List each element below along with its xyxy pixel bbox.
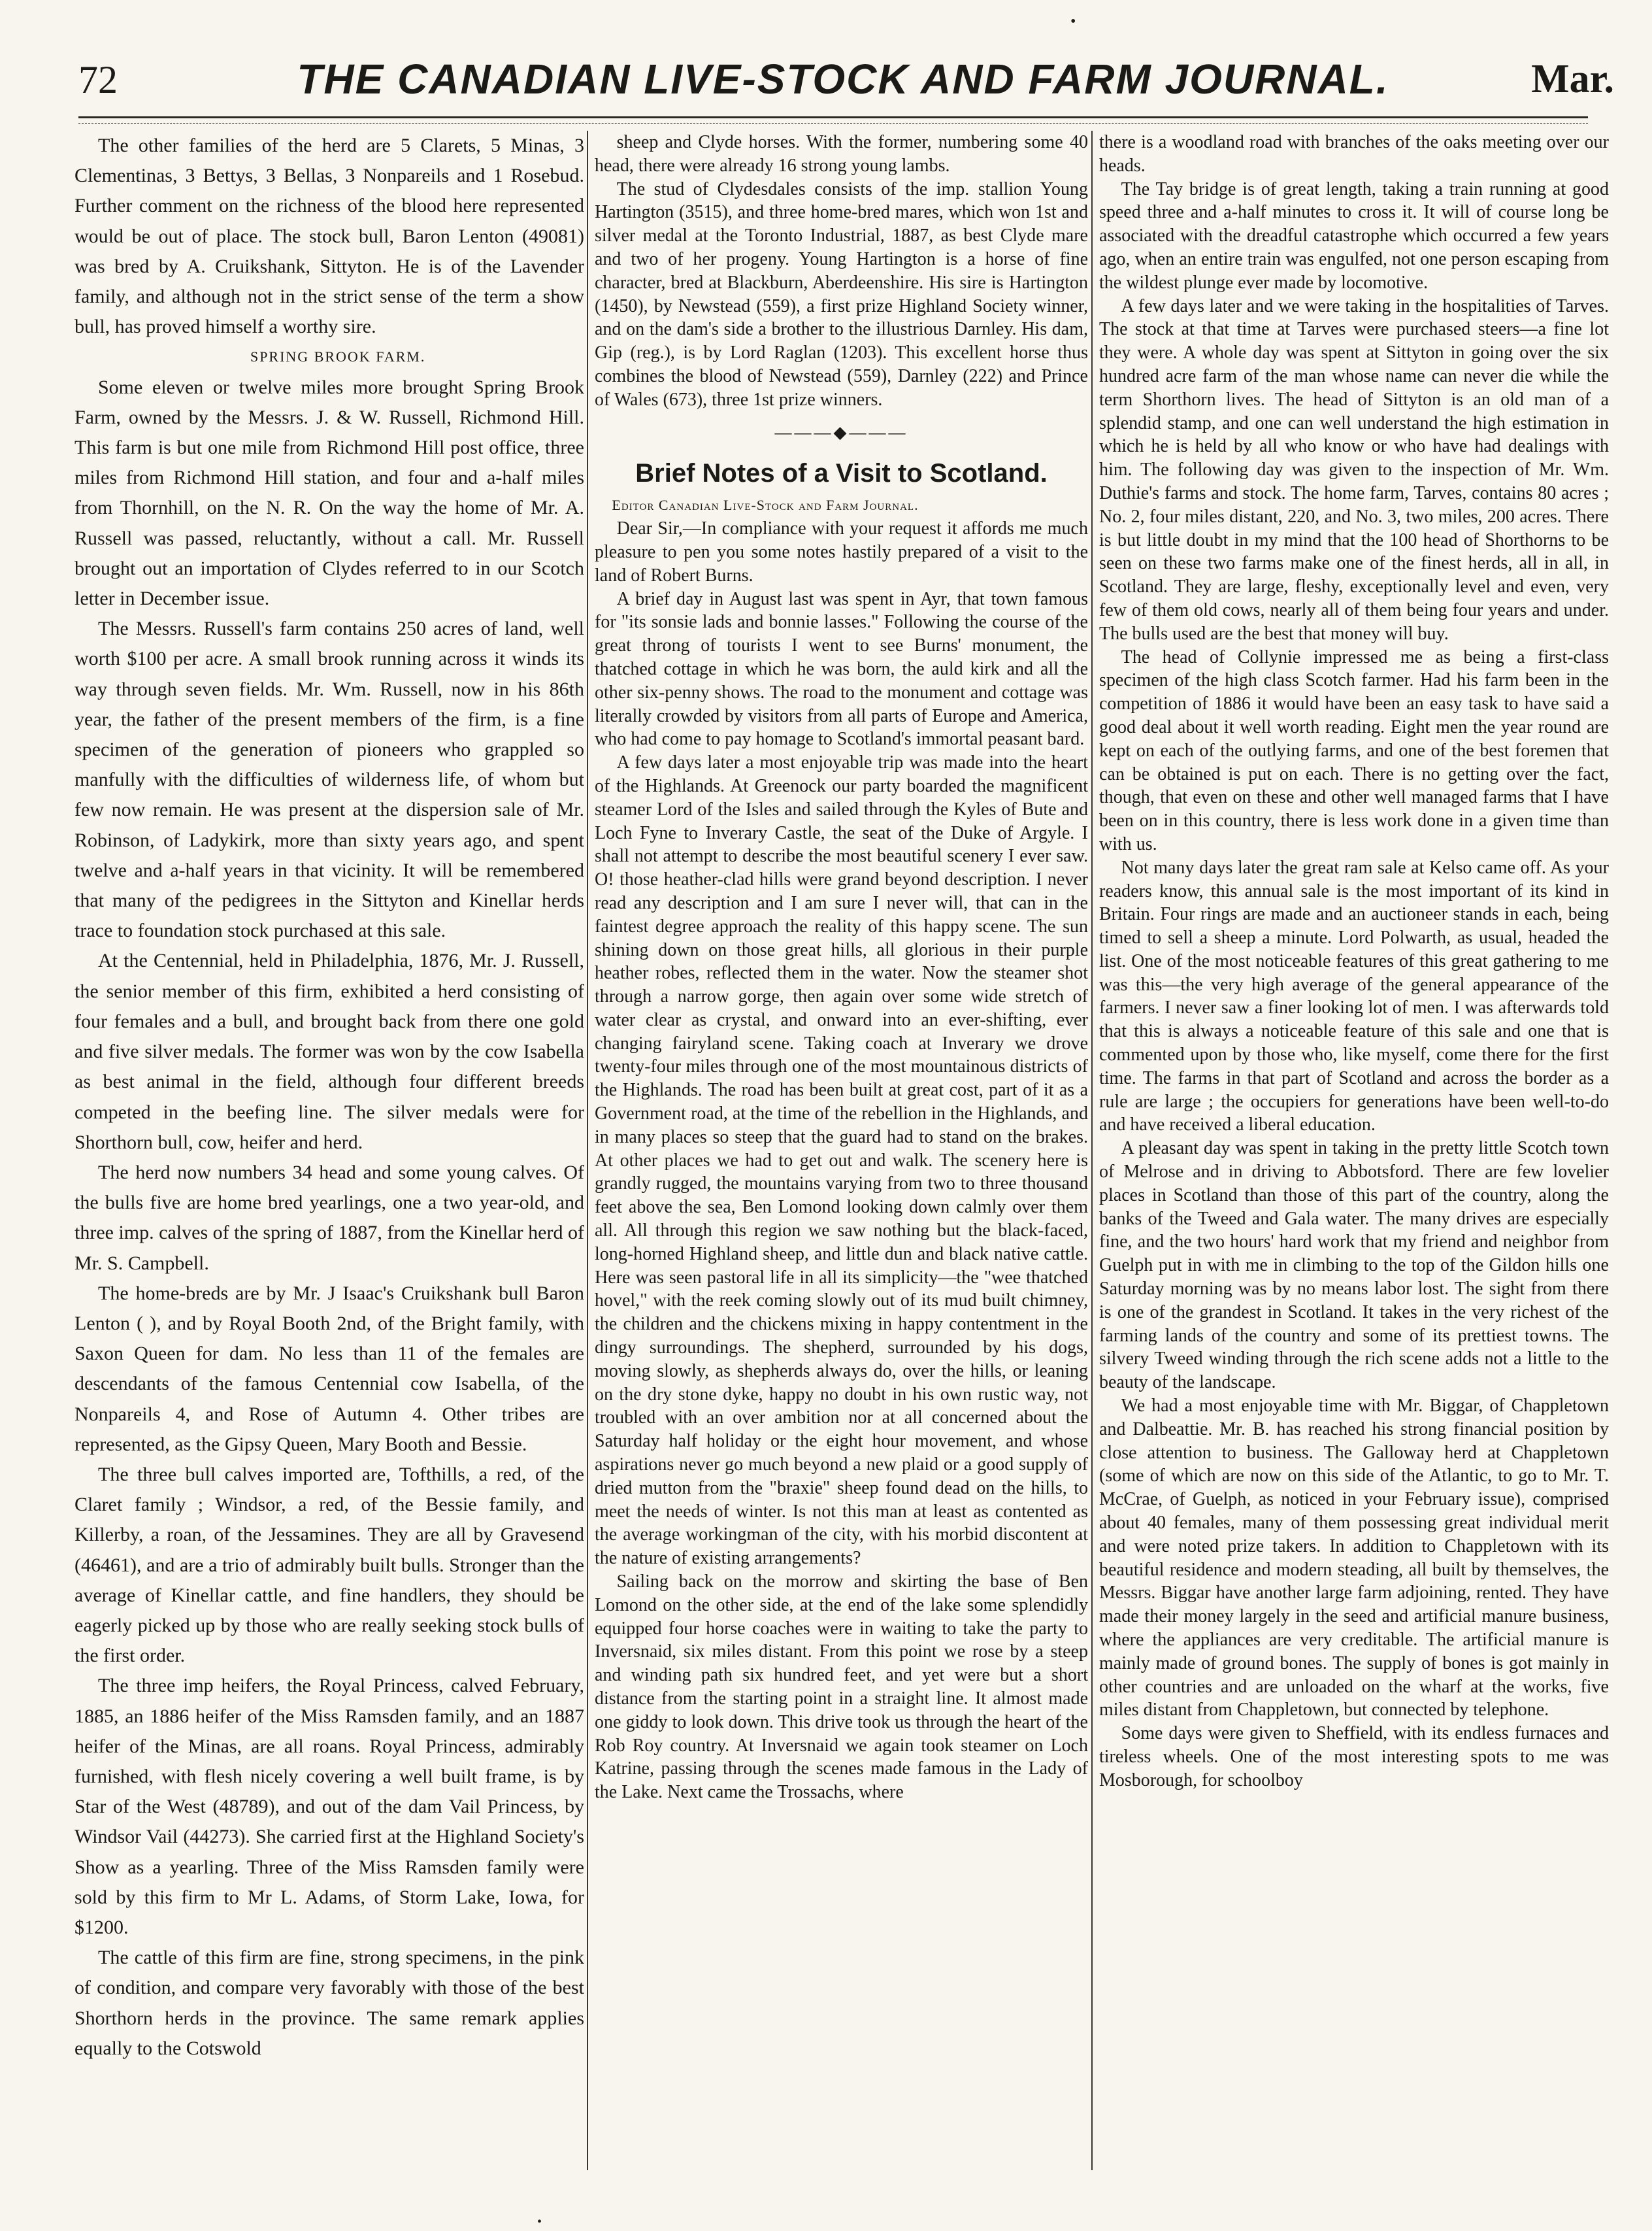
paragraph: Some eleven or twelve miles more brought Spring Brook Farm, owned by the Messrs. J. & W. Russell, Richmond Hill. This farm is but one mile from Richmond Hill post office, three miles from Richmond Hill station, and four and a-half miles from Thornhill, on the N. R. On the way the home of Mr. A. Russell was passed, reluctantly, without a call. Mr. Russell brought out an importation of Clydes referred to in our Scotch letter in December issue.	[74, 376, 584, 610]
section-subhead: SPRING BROOK FARM.	[250, 348, 426, 365]
paragraph: Some days were given to Sheffield, with its endless furnaces and tireless wheels. One of the most interesting spots to me was Mosborough, for schoolboy	[1099, 1723, 1609, 1790]
issue-month: Mar.	[1531, 57, 1614, 101]
column-divider	[587, 131, 588, 2170]
paragraph: The home-breds are by Mr. J Isaac's Cruikshank bull Baron Lenton ( ), and by Royal Booth 2nd, of the Bright family, with Saxon Queen for dam. No less than 11 of the females are descendants of the famous Centennial cow Isabella, of the Nonpareils 4, and Rose of Autumn 4. Other tribes are represented, as the Gipsy Queen, Mary Booth and Bessie.	[74, 1282, 584, 1455]
paragraph: The cattle of this firm are fine, strong specimens, in the pink of condition, and compare very favorably with those of the best Shorthorn herds in the province. The same remark applies equally to the Cotswold	[74, 1947, 584, 2059]
print-mark: •	[1070, 13, 1076, 30]
paragraph: At the Centennial, held in Philadelphia, 1876, Mr. J. Russell, the senior member of this firm, exhibited a herd consisting of four females and a bull, and brought back from there one gold and five silver medals. The former was won by the cow Isabella as best animal in the field, although four different breeds competed in the beefing line. The silver medals were for Shorthorn bull, cow, heifer and herd.	[74, 950, 584, 1153]
page-header	[65, 51, 1621, 116]
paragraph: A pleasant day was spent in taking in the pretty little Scotch town of Melrose and in driving to Abbotsford. There are few lovelier places in Scotland than those of this part of the country, along the banks of the Tweed and Gala water. The many drives are especially fine, and the two hours' hard work that my friend and neighbor from Guelph put in with me in climbing to the top of the Gildon hills one Saturday morning was by no means labor lost. The sight from there is one of the grandest in Scotland. It takes in the very richest of the farming lands of the country and some of its prettiest towns. The silvery Tweed winding through the rich scene adds not a little to the beauty of the landscape.	[1099, 1138, 1609, 1393]
header-rule-thin	[78, 123, 1588, 124]
letter-address: Editor Canadian Live-Stock and Farm Journal.	[612, 497, 919, 514]
paragraph: The three imp heifers, the Royal Princess, calved February, 1885, an 1886 heifer of the Miss Ramsden family, and an 1887 heifer of the Minas, are all roans. Royal Princess, admirably furnished, with flesh nicely covering a well built frame, is by Star of the West (48789), and out of the dam Vail Princess, by Windsor Vail (44273). She carried first at the Highland Society's Show as a yearling. Three of the Miss Ramsden family were sold by this firm to Mr L. Adams, of Storm Lake, Iowa, for $1200.	[74, 1675, 584, 1938]
paragraph: We had a most enjoyable time with Mr. Biggar, of Chappletown and Dalbeattie. Mr. B. has reached his strong financial position by close attention to business. The Galloway herd at Chappletown (some of which are now on this side of the Atlantic, to go to Mr. T. McCrae, of Guelph, as noticed in your February issue), comprised about 40 females, many of them possessing great individual merit and were noted prize takers. In addition to Chappletown with its beautiful residence and modern steading, all built by themselves, the Messrs. Biggar have another large farm adjoining, rented. They have made their money largely in the seed and artificial manure business, where the appliances are very creditable. The artificial manure is mainly made of ground bones. The supply of bones is got mainly in other countries and are unloaded on the wharf at the works, five miles distant from Chappletown, but connected by telephone.	[1099, 1396, 1609, 1720]
paragraph: The herd now numbers 34 head and some young calves. Of the bulls five are home bred yearlings, one a two year-old, and three imp. calves of the spring of 1887, from the Kinellar herd of Mr. S. Campbell.	[74, 1161, 584, 1274]
article-title: Brief Notes of a Visit to Scotland.	[635, 459, 1048, 488]
paragraph: The Messrs. Russell's farm contains 250 acres of land, well worth $100 per acre. A small brook running across it winds its way through seven fields. Mr. Wm. Russell, now in his 86th year, the father of the present members of the firm, is a fine specimen of the generation of pioneers who grappled so manfully with the difficulties of wilderness life, of whom but few now remain. He was present at the dispersion sale of Mr. Robinson, of Ladykirk, more than sixty years ago, and spent twelve and a-half years in that vicinity. It will be remembered that many of the pedigrees in the Sittyton and Kinellar herds trace to foundation stock purchased at this sale.	[74, 618, 584, 942]
paragraph: A brief day in August last was spent in Ayr, that town famous for "its sonsie lads and bonnie lasses." Following the course of the great throng of tourists I went to see Burns' monument, the thatched cottage in which he was born, the auld kirk and all the other six-penny shows. The road to the monument and cottage was literally crowded by visitors from all parts of Europe and America, who had come to pay homage to Scotland's immortal peasant bard.	[595, 588, 1088, 750]
section-ornament: ———◆———	[774, 422, 908, 442]
paragraph: The head of Collynie impressed me as being a first-class specimen of the high class Scotch farmer. Had his farm been in the competition of 1886 it would have been an easy task to have said a good deal about it well worth reading. Eight men the year round are kept on each of the outlying farms, and one of the best foremen that can be obtained is put on each. There is no getting over the fact, though, that even on these and other well managed farms that I have been on in this country, there is less work done in a given time than with us.	[1099, 646, 1609, 854]
paragraph: sheep and Clyde horses. With the former, numbering some 40 head, there were already 16 strong young lambs.	[595, 132, 1088, 176]
paragraph: A few days later and we were taking in the hospitalities of Tarves. The stock at that time at Tarves were purchased steers—a fine lot they were. A whole day was spent at Sittyton in going over the six hundred acre farm of the man whose name can never die while the term Shorthorn lives. The head of Sittyton is an old man of a splendid stamp, and one can well understand the high estimation in which he is held by all who know or who have had dealings with him. The following day was given to the inspection of Mr. Wm. Duthie's farms and stock. The home farm, Tarves, contains 80 acres ; No. 2, four miles distant, 220, and No. 3, two miles, 200 acres. There is but little doubt in my mind that the 100 head of Shorthorns to be seen on these two farms make one of the finest herds, all in all, in Scotland. They are large, fleshy, exceptionally level and even, very few of them old cows, nearly all of them being four years and under. The bulls used are the best that money will buy.	[1099, 295, 1609, 644]
paragraph: Not many days later the great ram sale at Kelso came off. As your readers know, this annual sale is the most important of its kind in Britain. Four rings are made and an auctioneer stands in each, being timed to sell a sheep a minute. Lord Polwarth, as usual, headed the list. One of the most noticeable features of this great gathering to me was this—the very high average of the general appearance of the farmers. I never saw a finer looking lot of men. I was afterwards told that this is always a noticeable feature of this sale and one that is commented upon by those who, like myself, come there for the first time. The farms in that part of Scotland and across the border as a rule are large ; the occupiers for generations have been well-to-do and have received a liberal education.	[1099, 857, 1609, 1135]
paragraph: Sailing back on the morrow and skirting the base of Ben Lomond on the other side, at the end of the lake some splendidly equipped four horse coaches were in waiting to take the party to Inversnaid, six miles distant. From this point we rose by a steep and winding path six hundred feet, and yet were but a short distance from the starting point in a straight line. It almost made one giddy to look down. This drive took us through the heart of the Rob Roy country. At Inversnaid we again took steamer on Loch Katrine, passing through the scenes made famous in the Lady of the Lake. Next came the Trossachs, where	[595, 1571, 1088, 1803]
column-divider	[1091, 131, 1093, 2170]
column-middle	[595, 131, 1088, 2177]
paragraph: The three bull calves imported are, Tofthills, a red, of the Claret family ; Windsor, a red, of the Bessie family, and Killerby, a roan, of the Jessamines. They are all by Gravesend (46461), and are a trio of admirably built bulls. Stronger than the average of Kinellar cattle, and fine handlers, they should be eagerly picked up by those who are really seeking stock bulls of the first order.	[74, 1463, 584, 1667]
column-left	[74, 131, 584, 2177]
header-rule	[78, 116, 1588, 118]
paragraph: A few days later a most enjoyable trip was made into the heart of the Highlands. At Greenock our party boarded the magnificent steamer Lord of the Isles and sailed through the Kyles of Bute and Loch Fyne to Inverary Castle, the seat of the Duke of Argyle. I shall not attempt to describe the most beautiful scenery I ever saw. O! those heather-clad hills were grand beyond description. I never read any description and I am sure I never will, that can in the faintest degree approach the reality of this happy scene. The sun shining down on those great hills, all glorious in their purple heather robes, reflected them in the water. Now the steamer shot through a narrow gorge, then again over some wide stretch of water clear as crystal, and onward into an ever-shifting, ever changing fairyland scene. Taking coach at Inverary we drove twenty-four miles through one of the most mountainous districts of the Highlands. The road has been built at great cost, part of it as a Government road, at the time of the rebellion in the Highlands, and in many places so steep that the guard had to stand on the brakes. At other places we had to get out and walk. The scenery here is grandly rugged, the mountains varying from two to three thousand feet above the sea, Ben Lomond looking down calmly over them all. All through this region we saw nothing but the black-faced, long-horned Highland sheep, and little dun and black native cattle. Here was seen pastoral life in all its simplicity—the "wee thatched hovel," with the reek coming slowly out of its mud built chimney, the children and the chickens mixing in happy contentment in the dingy surroundings. The shepherd, surrounded by his dogs, moving slowly, as shepherds always do, over the hills, or leaning on the dry stone dyke, happy no doubt in his own rustic way, not troubled with an over ambition nor at all concerned about the Saturday half holiday or the eight hour movement, and whose aspirations never go much beyond a new plaid or a good supply of dried mutton from the "braxie" sheep found dead on the hills, to meet the needs of winter. Is not this man at least as contented as the average workingman of the city, with his morbid discontent at the nature of existing arrangements?	[595, 752, 1088, 1569]
paragraph: The stud of Clydesdales consists of the imp. stallion Young Hartington (3515), and three home-bred mares, which won 1st and silver medal at the Toronto Industrial, 1887, as best Clyde mare and two of her progeny. Young Hartington is a horse of fine character, bred at Blackburn, Aberdeenshire. His sire is Hartington (1450), by Newstead (559), a first prize Highland Society winner, and on the dam's side a brother to the illustrious Darnley. His dam, Gip (reg.), is by Lord Raglan (1203). This excellent horse thus combines the blood of Newstead (559), Darnley (222) and Prince of Wales (673), three 1st prize winners.	[595, 178, 1088, 410]
print-mark: •	[537, 2215, 542, 2229]
column-right	[1099, 131, 1609, 2177]
journal-title: THE CANADIAN LIVE-STOCK AND FARM JOURNAL.	[297, 56, 1389, 103]
paragraph: there is a woodland road with branches of the oaks meeting over our heads.	[1099, 132, 1609, 176]
paragraph: The other families of the herd are 5 Clarets, 5 Minas, 3 Clementinas, 3 Bettys, 3 Bellas, 3 Nonpareils and 1 Rosebud. Further comment on the richness of the blood here represented would be out of place. The stock bull, Baron Lenton (49081) was bred by A. Cruikshank, Sittyton. He is of the Lavender family, and although not in the strict sense of the term a show bull, has proved himself a worthy sire.	[74, 135, 584, 338]
page-number: 72	[78, 58, 118, 101]
paragraph: The Tay bridge is of great length, taking a train running at good speed three and a-half minutes to cross it. It will of course long be associated with the dreadful catastrophe which occurred a few years ago, when an entire train was engulfed, not one person escaping from the wildest plunge ever made by locomotive.	[1099, 178, 1609, 293]
paragraph: Dear Sir,—In compliance with your request it affords me much pleasure to pen you some notes hastily prepared of a visit to the land of Robert Burns.	[595, 518, 1088, 586]
